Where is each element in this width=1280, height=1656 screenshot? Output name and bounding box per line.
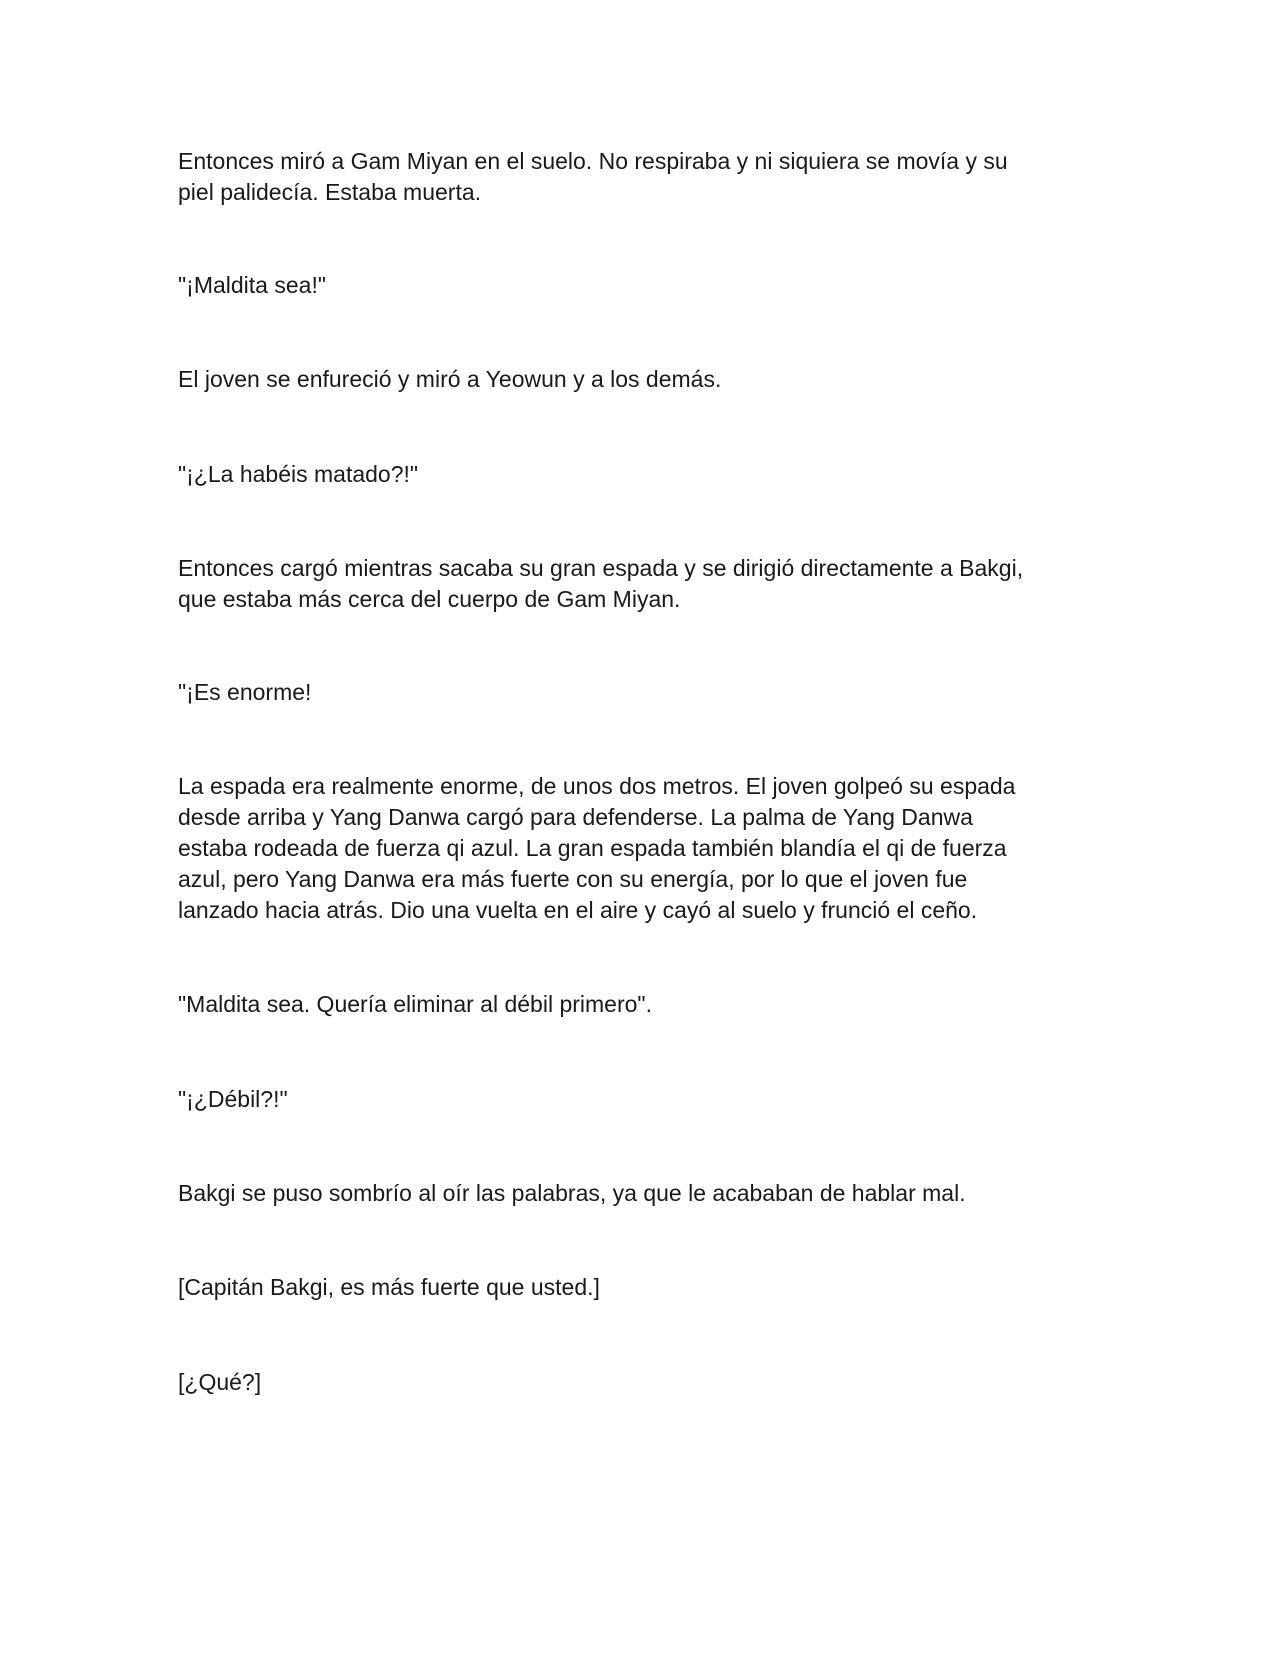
paragraph-line: "Maldita sea. Quería eliminar al débil primero". — [178, 991, 652, 1017]
paragraph-5 — [178, 553, 1118, 615]
paragraph-10 — [178, 1178, 1118, 1209]
paragraph-4 — [178, 459, 1118, 490]
paragraph-1 — [178, 146, 1118, 208]
paragraph-line: "¡¿La habéis matado?!" — [178, 461, 419, 487]
paragraph-line: "¡Maldita sea!" — [178, 272, 326, 298]
paragraph-11 — [178, 1272, 1118, 1303]
paragraph-12 — [178, 1367, 1118, 1398]
paragraph-line: desde arriba y Yang Danwa cargó para defenderse. La palma de Yang Danwa — [178, 804, 973, 830]
paragraph-9 — [178, 1084, 1118, 1115]
paragraph-8 — [178, 989, 1118, 1020]
paragraph-line: azul, pero Yang Danwa era más fuerte con su energía, por lo que el joven fue — [178, 866, 968, 892]
paragraph-line: lanzado hacia atrás. Dio una vuelta en el aire y cayó al suelo y frunció el ceño. — [178, 897, 978, 923]
paragraph-line: Entonces cargó mientras sacaba su gran espada y se dirigió directamente a Bakgi, — [178, 555, 1024, 581]
paragraph-7 — [178, 771, 1118, 926]
paragraph-line: [¿Qué?] — [178, 1369, 262, 1395]
paragraph-3 — [178, 364, 1118, 395]
paragraph-line: El joven se enfureció y miró a Yeowun y a los demás. — [178, 366, 722, 392]
paragraph-line: estaba rodeada de fuerza qi azul. La gran espada también blandía el qi de fuerza — [178, 835, 1007, 861]
paragraph-line: [Capitán Bakgi, es más fuerte que usted.] — [178, 1274, 600, 1300]
paragraph-line: "¡Es enorme! — [178, 679, 312, 705]
paragraph-line: Bakgi se puso sombrío al oír las palabras, ya que le acababan de hablar mal. — [178, 1180, 966, 1206]
paragraph-line: Entonces miró a Gam Miyan en el suelo. No respiraba y ni siquiera se movía y su — [178, 148, 1008, 174]
paragraph-line: La espada era realmente enorme, de unos dos metros. El joven golpeó su espada — [178, 773, 1016, 799]
paragraph-line: "¡¿Débil?!" — [178, 1086, 288, 1112]
paragraph-6 — [178, 677, 1118, 708]
paragraph-2 — [178, 270, 1118, 301]
paragraph-line: que estaba más cerca del cuerpo de Gam Miyan. — [178, 586, 681, 612]
paragraph-line: piel palidecía. Estaba muerta. — [178, 179, 482, 205]
